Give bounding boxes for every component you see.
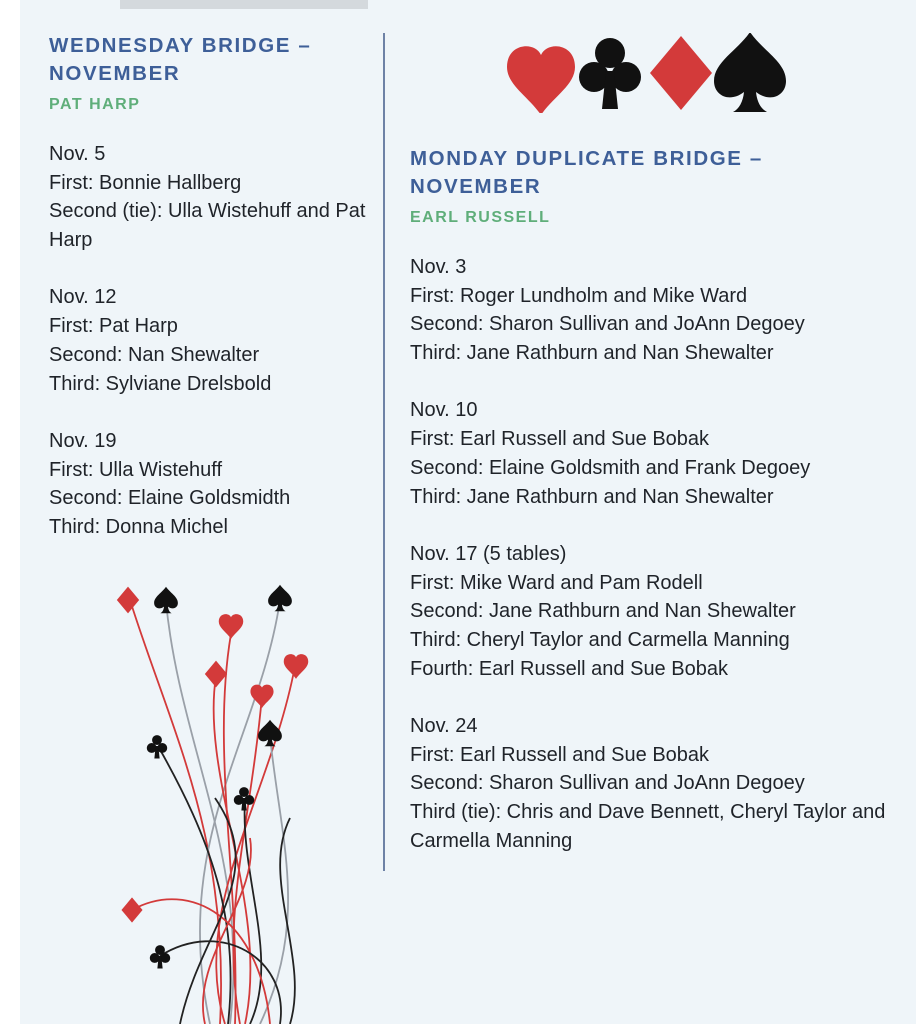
entry-result: Third: Donna Michel bbox=[49, 515, 228, 538]
entry-result: Third: Jane Rathburn and Nan Shewalter bbox=[410, 342, 774, 365]
entry-result: Third (tie): Chris and Dave Bennett, Cheryl Taylor and Carmella Manning bbox=[410, 801, 886, 852]
monday-results-list bbox=[410, 253, 910, 855]
entry-date: Nov. 10 bbox=[410, 399, 478, 422]
column-divider bbox=[383, 33, 385, 871]
wednesday-bridge-section bbox=[49, 32, 369, 570]
entry-result: Third: Sylviane Drelsbold bbox=[49, 372, 272, 395]
entry-result: Third: Jane Rathburn and Nan Shewalter bbox=[410, 485, 774, 508]
spade-icon bbox=[268, 585, 292, 611]
diamond-icon bbox=[650, 36, 712, 110]
monday-director: EARL RUSSELL bbox=[410, 209, 551, 226]
spade-icon bbox=[154, 587, 178, 613]
entry-date: Nov. 5 bbox=[49, 143, 106, 165]
entry-result: Fourth: Earl Russell and Sue Bobak bbox=[410, 657, 728, 680]
club-icon bbox=[147, 735, 167, 758]
result-entry bbox=[410, 712, 910, 856]
diamond-icon bbox=[121, 897, 142, 922]
card-suits-decoration bbox=[505, 33, 787, 113]
entry-date: Nov. 24 bbox=[410, 714, 478, 737]
monday-bridge-section bbox=[410, 145, 910, 884]
spade-icon bbox=[714, 33, 786, 112]
suit-vine-decoration bbox=[110, 578, 325, 1024]
entry-result: Second: Sharon Sullivan and JoAnn Degoey bbox=[410, 772, 805, 795]
result-entry bbox=[410, 253, 910, 368]
entry-result: First: Pat Harp bbox=[49, 315, 178, 338]
entry-result: First: Mike Ward and Pam Rodell bbox=[410, 571, 703, 594]
club-icon bbox=[150, 945, 170, 968]
entry-result: Third: Cheryl Taylor and Carmella Manning bbox=[410, 628, 790, 651]
entry-result: First: Earl Russell and Sue Bobak bbox=[410, 743, 710, 766]
entry-date: Nov. 3 bbox=[410, 256, 467, 278]
entry-result: First: Earl Russell and Sue Bobak bbox=[410, 428, 710, 451]
heart-icon bbox=[507, 46, 575, 113]
wednesday-bridge-title: WEDNESDAY BRIDGE – NOVEMBER bbox=[49, 34, 312, 85]
wednesday-director: PAT HARP bbox=[49, 96, 141, 113]
result-entry bbox=[410, 396, 910, 511]
heart-icon bbox=[219, 614, 243, 639]
result-entry bbox=[49, 283, 369, 398]
entry-result: Second (tie): Ulla Wistehuff and Pat Harp bbox=[49, 200, 366, 252]
entry-result: First: Ulla Wistehuff bbox=[49, 458, 222, 481]
result-entry bbox=[410, 540, 910, 684]
diamond-icon bbox=[205, 661, 227, 688]
entry-result: Second: Sharon Sullivan and JoAnn Degoey bbox=[410, 313, 805, 336]
heart-icon bbox=[250, 685, 273, 708]
entry-date: Nov. 17 (5 tables) bbox=[410, 542, 567, 565]
entry-date: Nov. 19 bbox=[49, 429, 117, 452]
result-entry bbox=[49, 140, 369, 255]
entry-result: Second: Jane Rathburn and Nan Shewalter bbox=[410, 600, 796, 623]
heart-icon bbox=[284, 654, 308, 679]
spade-icon bbox=[258, 720, 282, 746]
diamond-icon bbox=[117, 587, 139, 614]
entry-result: Second: Elaine Goldsmith and Frank Degoey bbox=[410, 456, 811, 479]
entry-result: First: Bonnie Hallberg bbox=[49, 171, 242, 194]
club-icon bbox=[579, 38, 641, 109]
entry-result: Second: Nan Shewalter bbox=[49, 343, 260, 366]
result-entry bbox=[49, 427, 369, 542]
entry-result: First: Roger Lundholm and Mike Ward bbox=[410, 284, 748, 307]
wednesday-results-list bbox=[49, 140, 369, 542]
entry-result: Second: Elaine Goldsmidth bbox=[49, 487, 291, 510]
top-gray-bar bbox=[120, 0, 368, 9]
monday-bridge-title: MONDAY DUPLICATE BRIDGE – NOVEMBER bbox=[410, 147, 763, 198]
entry-date: Nov. 12 bbox=[49, 286, 117, 309]
